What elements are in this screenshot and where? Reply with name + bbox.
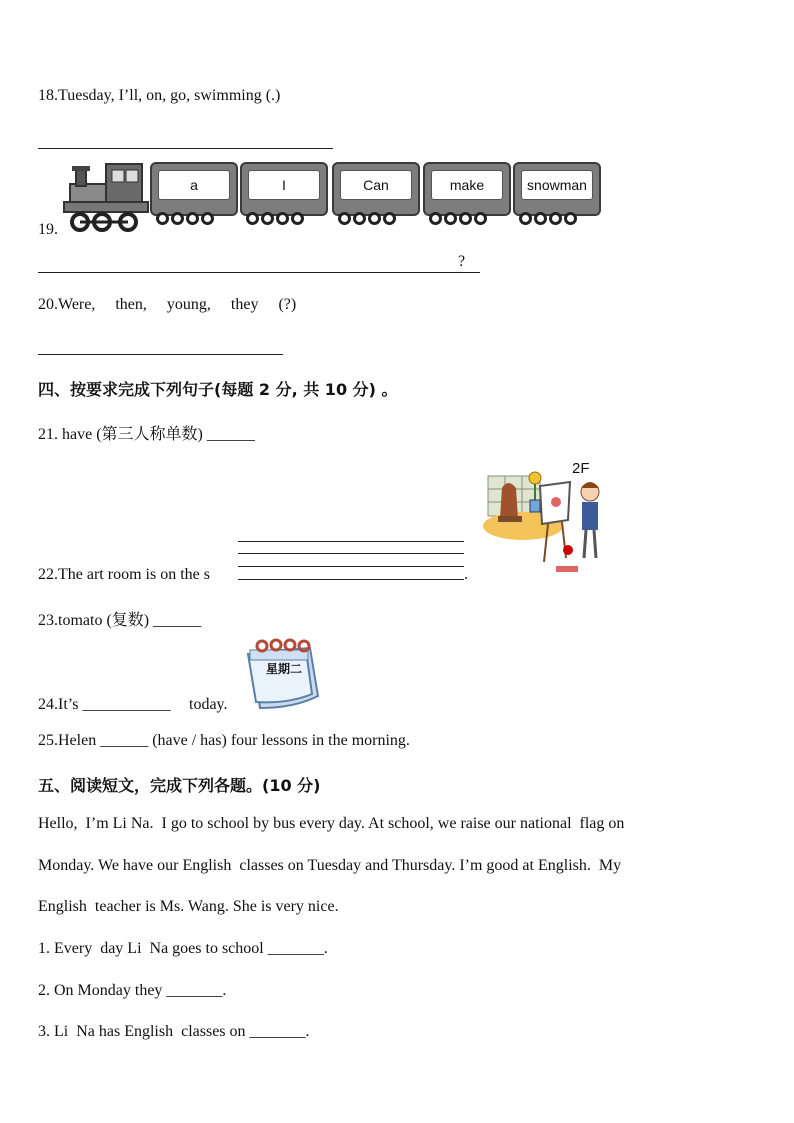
section5-heading: 五、阅读短文，完成下列各题。(10 分) xyxy=(38,776,321,795)
reading-question-3: 3. Li Na has English classes on _______. xyxy=(38,1023,310,1040)
train-car-3 xyxy=(332,162,420,216)
q22-extra-line-2 xyxy=(238,553,464,554)
art-room-icon xyxy=(478,458,610,578)
locomotive-icon xyxy=(62,156,152,236)
passage-line-2: Monday. We have our English classes on Tuesday and Thursday. I’m good at English. My xyxy=(38,857,622,874)
q22-extra-line-1 xyxy=(238,541,464,542)
q22-period: . xyxy=(464,566,468,583)
reading-question-1: 1. Every day Li Na goes to school _______. xyxy=(38,940,328,957)
reading-question-2: 2. On Monday they _______. xyxy=(38,982,227,999)
passage-line-1: Hello, I’m Li Na. I go to school by bus every day. At school, we raise our national flag on xyxy=(38,815,625,832)
word-card-1[interactable]: a xyxy=(158,170,230,200)
q23-text: 23.tomato (复数) ______ xyxy=(38,612,202,629)
word-card-5[interactable]: snowman xyxy=(521,170,593,200)
calendar-day-text: 星期二 xyxy=(266,662,303,676)
train-car-4 xyxy=(423,162,511,216)
train-car-1 xyxy=(150,162,238,216)
q22-answer-line[interactable] xyxy=(238,579,464,580)
passage-line-3: English teacher is Ms. Wang. She is very nice. xyxy=(38,898,339,915)
q20-answer-line[interactable] xyxy=(38,354,283,355)
q19-number: 19. xyxy=(38,221,58,238)
train-car-2 xyxy=(240,162,328,216)
section4-heading: 四、按要求完成下列句子(每题 2 分, 共 10 分) 。 xyxy=(38,380,398,399)
q20-text: 20.Were, then, young, they (?) xyxy=(38,296,297,313)
word-card-3[interactable]: Can xyxy=(340,170,412,200)
q22-text: 22.The art room is on the s xyxy=(38,566,210,583)
q18-answer-line[interactable] xyxy=(38,148,333,149)
art-room-image xyxy=(478,458,610,578)
q19-question-mark: ? xyxy=(458,253,466,270)
floor-label: 2F xyxy=(572,460,590,477)
train-car-5 xyxy=(513,162,601,216)
q24-prefix: 24.It’s ___________ xyxy=(38,696,171,713)
word-card-2[interactable]: I xyxy=(248,170,320,200)
word-card-4[interactable]: make xyxy=(431,170,503,200)
q21-text: 21. have (第三人称单数) ______ xyxy=(38,426,255,443)
q18-text: 18.Tuesday, I’ll, on, go, swimming (.) xyxy=(38,87,281,104)
q19-answer-line[interactable] xyxy=(38,272,480,273)
q25-text: 25.Helen ______ (have / has) four lessons in the morning. xyxy=(38,732,410,749)
q24-suffix: today. xyxy=(189,696,228,713)
calendar-image xyxy=(244,638,324,712)
q22-extra-line-3 xyxy=(238,566,464,567)
